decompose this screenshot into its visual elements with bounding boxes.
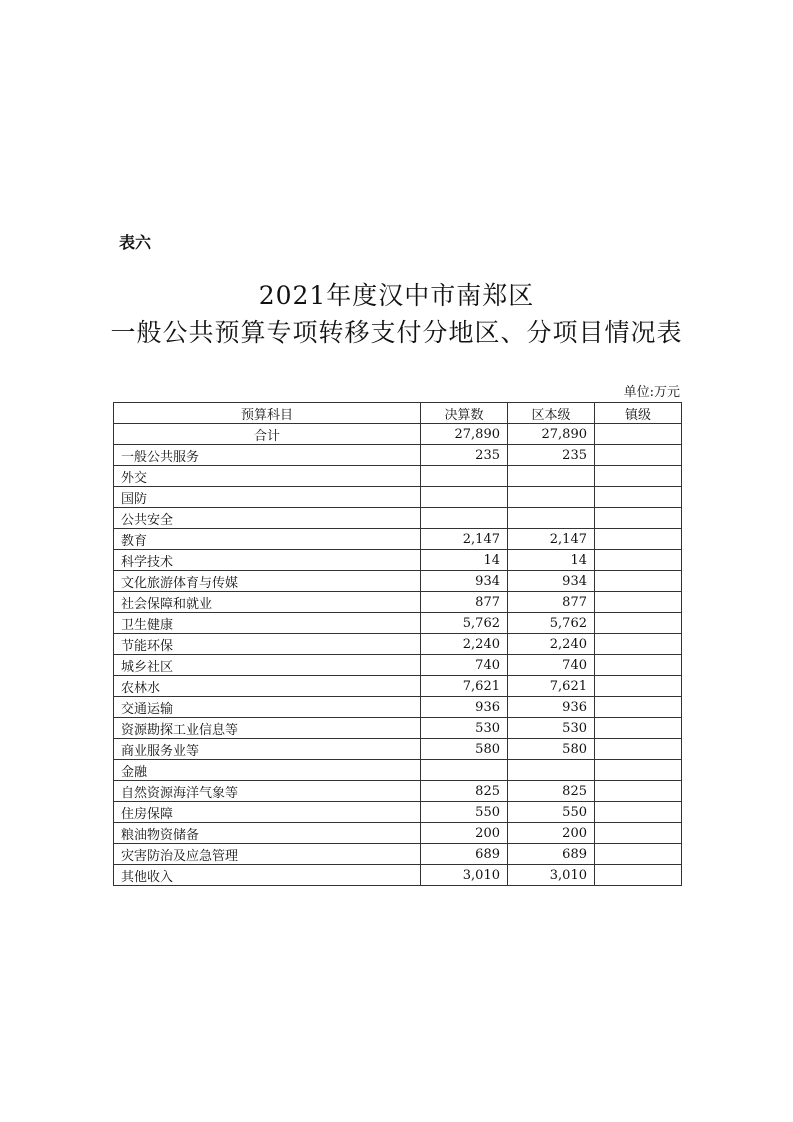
table-row bbox=[114, 697, 682, 718]
row-district bbox=[508, 466, 595, 487]
table-header-row bbox=[114, 403, 682, 424]
row-name: 社会保障和就业 bbox=[114, 592, 421, 613]
row-town bbox=[595, 697, 682, 718]
row-district bbox=[508, 508, 595, 529]
table-row bbox=[114, 508, 682, 529]
table-row bbox=[114, 550, 682, 571]
row-name: 金融 bbox=[114, 760, 421, 781]
row-name: 科学技术 bbox=[114, 550, 421, 571]
table-row bbox=[114, 718, 682, 739]
unit-label: 单位:万元 bbox=[623, 385, 680, 400]
row-name: 资源勘探工业信息等 bbox=[114, 718, 421, 739]
table-row bbox=[114, 802, 682, 823]
row-district bbox=[508, 487, 595, 508]
row-district: 530 bbox=[508, 718, 595, 739]
row-final: 740 bbox=[421, 655, 508, 676]
title-line-1: 2021年度汉中市南郑区 bbox=[258, 281, 535, 310]
header-district-level: 区本级 bbox=[508, 403, 595, 424]
row-town bbox=[595, 571, 682, 592]
row-final bbox=[421, 487, 508, 508]
table-row bbox=[114, 739, 682, 760]
row-name: 节能环保 bbox=[114, 634, 421, 655]
row-district bbox=[508, 760, 595, 781]
row-name: 商业服务业等 bbox=[114, 739, 421, 760]
row-name: 文化旅游体育与传媒 bbox=[114, 571, 421, 592]
table-row bbox=[114, 781, 682, 802]
table-row bbox=[114, 613, 682, 634]
row-town bbox=[595, 655, 682, 676]
row-town bbox=[595, 676, 682, 697]
header-budget-subject: 预算科目 bbox=[114, 403, 421, 424]
row-final: 530 bbox=[421, 718, 508, 739]
row-name: 农林水 bbox=[114, 676, 421, 697]
row-district: 550 bbox=[508, 802, 595, 823]
total-final: 27,890 bbox=[421, 424, 508, 445]
header-final-amount: 决算数 bbox=[421, 403, 508, 424]
row-town bbox=[595, 445, 682, 466]
row-district: 235 bbox=[508, 445, 595, 466]
table-row bbox=[114, 529, 682, 550]
row-name: 交通运输 bbox=[114, 697, 421, 718]
row-final: 550 bbox=[421, 802, 508, 823]
row-name: 城乡社区 bbox=[114, 655, 421, 676]
row-district: 825 bbox=[508, 781, 595, 802]
row-name: 教育 bbox=[114, 529, 421, 550]
row-town bbox=[595, 634, 682, 655]
table-row bbox=[114, 760, 682, 781]
row-final: 877 bbox=[421, 592, 508, 613]
row-final bbox=[421, 466, 508, 487]
row-town bbox=[595, 592, 682, 613]
title-line-2: 一般公共预算专项转移支付分地区、分项目情况表 bbox=[110, 318, 683, 347]
row-district: 2,240 bbox=[508, 634, 595, 655]
row-name: 国防 bbox=[114, 487, 421, 508]
row-district: 936 bbox=[508, 697, 595, 718]
table-row bbox=[114, 676, 682, 697]
row-name: 粮油物资储备 bbox=[114, 823, 421, 844]
row-town bbox=[595, 508, 682, 529]
total-row bbox=[114, 424, 682, 445]
table-row bbox=[114, 865, 682, 886]
row-town bbox=[595, 466, 682, 487]
row-final: 3,010 bbox=[421, 865, 508, 886]
row-district: 740 bbox=[508, 655, 595, 676]
row-name: 外交 bbox=[114, 466, 421, 487]
row-district: 934 bbox=[508, 571, 595, 592]
table-row bbox=[114, 592, 682, 613]
row-name: 一般公共服务 bbox=[114, 445, 421, 466]
row-district: 14 bbox=[508, 550, 595, 571]
row-final: 5,762 bbox=[421, 613, 508, 634]
row-town bbox=[595, 802, 682, 823]
row-final: 235 bbox=[421, 445, 508, 466]
row-name: 自然资源海洋气象等 bbox=[114, 781, 421, 802]
total-town bbox=[595, 424, 682, 445]
row-district: 3,010 bbox=[508, 865, 595, 886]
table-row bbox=[114, 466, 682, 487]
row-town bbox=[595, 823, 682, 844]
row-final bbox=[421, 508, 508, 529]
row-name: 住房保障 bbox=[114, 802, 421, 823]
row-town bbox=[595, 487, 682, 508]
row-final: 2,240 bbox=[421, 634, 508, 655]
row-town bbox=[595, 550, 682, 571]
row-district: 877 bbox=[508, 592, 595, 613]
row-town bbox=[595, 613, 682, 634]
row-final: 936 bbox=[421, 697, 508, 718]
budget-table bbox=[113, 402, 682, 886]
row-town bbox=[595, 718, 682, 739]
row-final: 689 bbox=[421, 844, 508, 865]
row-final: 200 bbox=[421, 823, 508, 844]
table-row bbox=[114, 634, 682, 655]
page-label: 表六 bbox=[119, 233, 152, 252]
row-district: 200 bbox=[508, 823, 595, 844]
row-town bbox=[595, 844, 682, 865]
row-name: 灾害防治及应急管理 bbox=[114, 844, 421, 865]
row-final: 825 bbox=[421, 781, 508, 802]
table-row bbox=[114, 655, 682, 676]
total-district: 27,890 bbox=[508, 424, 595, 445]
table-row bbox=[114, 823, 682, 844]
row-final: 7,621 bbox=[421, 676, 508, 697]
header-town-level: 镇级 bbox=[595, 403, 682, 424]
row-town bbox=[595, 529, 682, 550]
row-name: 其他收入 bbox=[114, 865, 421, 886]
row-town bbox=[595, 739, 682, 760]
table-row bbox=[114, 445, 682, 466]
total-name: 合计 bbox=[114, 424, 421, 445]
row-final: 580 bbox=[421, 739, 508, 760]
row-district: 689 bbox=[508, 844, 595, 865]
row-final: 2,147 bbox=[421, 529, 508, 550]
table-row bbox=[114, 571, 682, 592]
row-final: 14 bbox=[421, 550, 508, 571]
row-name: 卫生健康 bbox=[114, 613, 421, 634]
row-district: 2,147 bbox=[508, 529, 595, 550]
row-district: 5,762 bbox=[508, 613, 595, 634]
table-row bbox=[114, 487, 682, 508]
row-town bbox=[595, 781, 682, 802]
row-district: 7,621 bbox=[508, 676, 595, 697]
row-town bbox=[595, 865, 682, 886]
row-final bbox=[421, 760, 508, 781]
table-row bbox=[114, 844, 682, 865]
row-final: 934 bbox=[421, 571, 508, 592]
row-district: 580 bbox=[508, 739, 595, 760]
row-name: 公共安全 bbox=[114, 508, 421, 529]
row-town bbox=[595, 760, 682, 781]
